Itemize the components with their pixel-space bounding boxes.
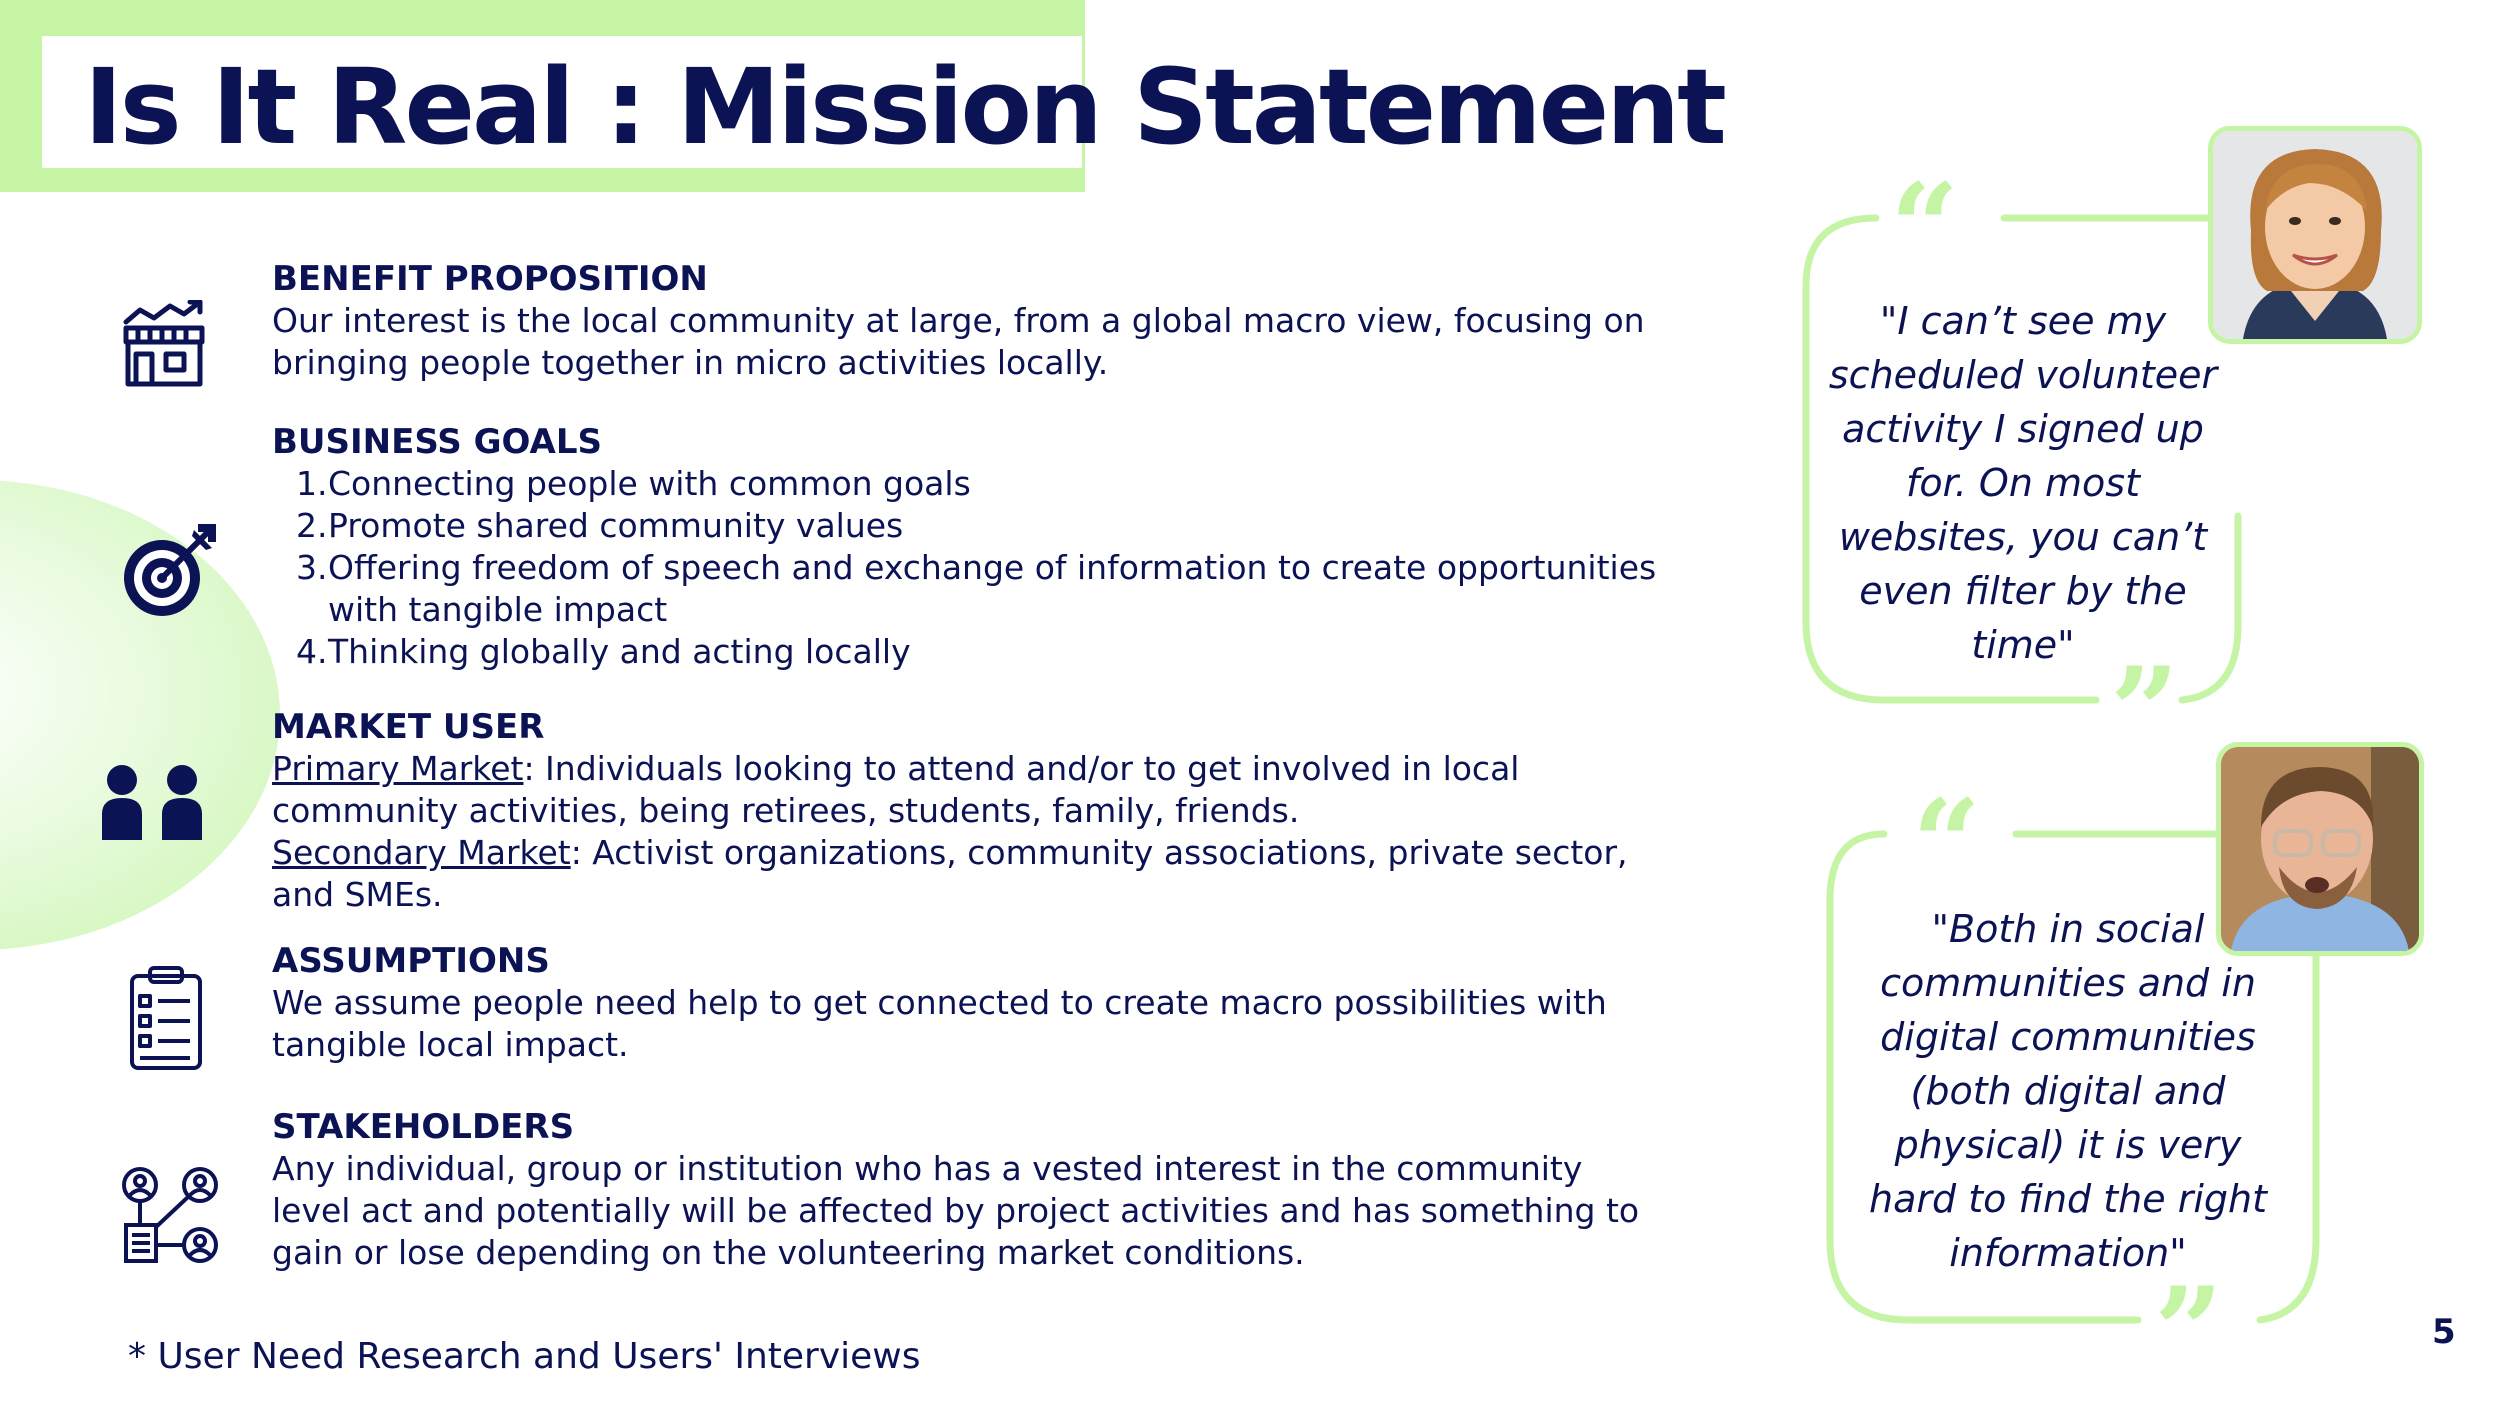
goal-item — [272, 505, 1672, 547]
primary-market-text — [272, 748, 1572, 832]
business-goals-section — [272, 421, 1672, 673]
business-goals-heading: BUSINESS GOALS — [272, 422, 602, 462]
page-number: 5 — [2432, 1312, 2456, 1352]
stakeholders-section — [272, 1106, 1672, 1274]
quote-close-icon: ” — [2110, 641, 2180, 782]
network-icon — [120, 1165, 220, 1265]
goal-item — [272, 631, 1672, 673]
avatar-woman — [2208, 126, 2422, 344]
quote-open-icon: “ — [1890, 157, 1960, 298]
benefit-proposition-section — [272, 258, 1672, 384]
users-icon — [100, 762, 210, 842]
goal-text: Connecting people with common goals — [328, 464, 971, 503]
secondary-market-text — [272, 832, 1652, 916]
primary-market-label: Primary Market — [272, 749, 524, 788]
primary-market-desc: : Individuals looking to attend and/or to get involved in local community activities, being retirees, students, family, friends. — [272, 749, 1520, 830]
target-icon — [116, 520, 220, 624]
business-goals-list — [272, 463, 1672, 673]
stakeholders-text: Any individual, group or institution who has a vested interest in the community level act and potentially will be affected by project activities and has something to gain or lose depending on the volunteering market conditions. — [272, 1149, 1640, 1272]
goal-item — [272, 547, 1672, 631]
goal-text: Thinking globally and acting locally — [328, 632, 911, 671]
stakeholders-heading: STAKEHOLDERS — [272, 1107, 575, 1147]
page-title: Is It Real : Mission Statement — [84, 46, 1724, 168]
goal-number: 1. — [296, 464, 328, 503]
avatar-man — [2216, 742, 2424, 956]
goal-item — [272, 463, 1672, 505]
goal-number: 3. — [296, 548, 328, 587]
benefit-proposition-heading: BENEFIT PROPOSITION — [272, 259, 708, 299]
quote-text-2: "Both in social communities and in digital communities (both digital and physical) it is very hard to find the right information" — [1869, 907, 2267, 1275]
market-user-heading: MARKET USER — [272, 707, 545, 747]
store-chart-icon — [118, 300, 208, 390]
benefit-proposition-text: Our interest is the local community at large, from a global macro view, focusing on bringing people together in micro activities locally. — [272, 301, 1645, 382]
checklist-icon — [128, 966, 204, 1072]
goal-number: 4. — [296, 632, 328, 671]
goal-text: Offering freedom of speech and exchange of information to create opportunities with tangible impact — [328, 548, 1657, 629]
secondary-market-label: Secondary Market — [272, 833, 571, 872]
quote-text-1: "I can’t see my scheduled volunteer activity I signed up for. On most websites, you can’t even filter by the time" — [1828, 299, 2218, 667]
assumptions-heading: ASSUMPTIONS — [272, 941, 550, 981]
secondary-market-desc: : Activist organizations, community associations, private sector, and SMEs. — [272, 833, 1628, 914]
goal-text: Promote shared community values — [328, 506, 904, 545]
assumptions-section — [272, 940, 1672, 1066]
quote-open-icon: “ — [1912, 773, 1982, 914]
footnote: * User Need Research and Users' Interviews — [128, 1336, 921, 1377]
assumptions-text: We assume people need help to get connected to create macro possibilities with tangible local impact. — [272, 983, 1607, 1064]
goal-number: 2. — [296, 506, 328, 545]
quote-close-icon: ” — [2154, 1261, 2224, 1402]
market-user-section — [272, 706, 1672, 916]
